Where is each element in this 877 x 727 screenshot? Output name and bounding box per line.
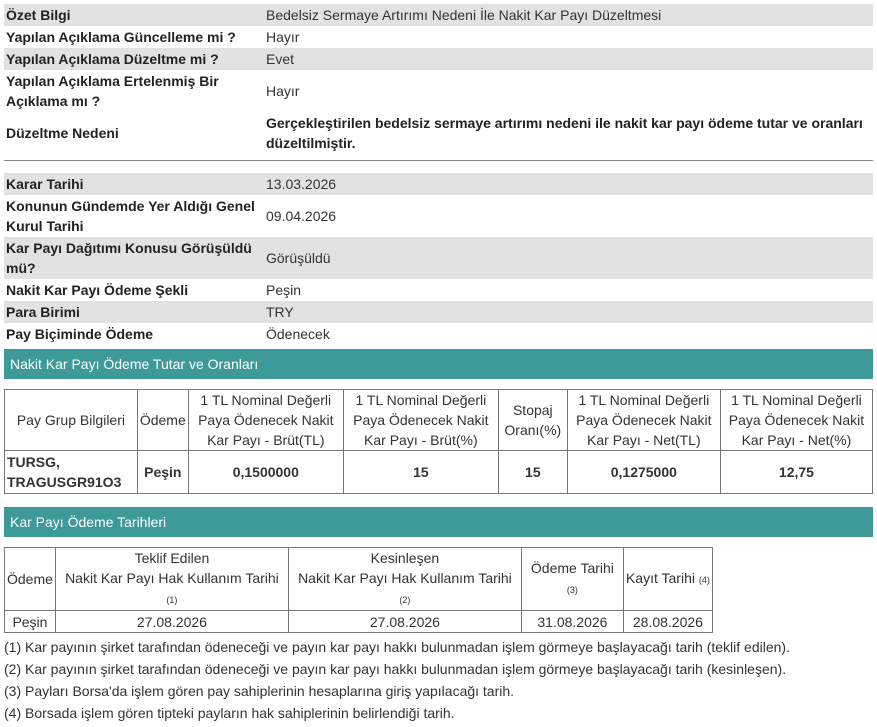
footnote: (2) Kar payının şirket tarafından ödeneceği ve payın kar payı hakkı bulunmadan işlem görmeye başlayacağı tarih (kesinleşen). [4, 661, 787, 677]
header-cell: 1 TL Nominal Değerli Paya Ödenecek Nakit Kar Payı - Brüt(%) [343, 390, 498, 451]
general-assembly-row [4, 195, 873, 237]
header-cell: 1 TL Nominal Değerli Paya Ödenecek Nakit Kar Payı - Net(%) [720, 390, 872, 451]
correction-row [4, 48, 873, 70]
share-group-cell: TURSG, TRAGUSGR91O3 [5, 451, 138, 494]
currency-row [4, 301, 873, 323]
record-date-header [623, 548, 712, 611]
header-line: Nakit Kar Payı Hak Kullanım Tarihi [65, 570, 279, 586]
table-row [5, 611, 713, 633]
deferred-value: Hayır [266, 83, 300, 99]
discussed-label: Kar Payı Dağıtımı Konusu Görüşüldü mü? [6, 240, 252, 276]
header-line: Kayıt Tarihi [625, 570, 695, 586]
summary-block [4, 4, 873, 154]
correction-reason-row [4, 112, 873, 154]
record-date-cell: 28.08.2026 [623, 611, 712, 633]
correction-label: Yapılan Açıklama Düzeltme mi ? [6, 51, 219, 67]
footnote: (1) Kar payının şirket tarafından ödeneceği ve payın kar payı hakkı bulunmadan işlem görmeye başlayacağı tarih (teklif edilen). [4, 639, 790, 655]
currency-label: Para Birimi [6, 304, 80, 320]
final-date-header [288, 548, 521, 611]
payment-dates-section-header: Kar Payı Ödeme Tarihleri [4, 507, 873, 537]
footnote: (3) Payları Borsa'da işlem gören pay sahiplerinin hesaplarına giriş yapılacağı tarih. [4, 683, 515, 699]
header-cell: Pay Grup Bilgileri [5, 390, 138, 451]
update-row [4, 26, 873, 48]
discussed-value: Görüşüldü [266, 250, 331, 266]
header-cell: Ödeme [5, 548, 56, 611]
footnote-ref: (1) [166, 595, 178, 605]
share-payment-label: Pay Biçiminde Ödeme [6, 326, 154, 342]
header-line: Nakit Kar Payı Hak Kullanım Tarihi [298, 570, 512, 586]
payment-method-label: Nakit Kar Payı Ödeme Şekli [6, 282, 189, 298]
update-label: Yapılan Açıklama Güncelleme mi ? [6, 29, 236, 45]
header-cell: Stopaj Oranı(%) [498, 390, 567, 451]
payment-date-cell: 31.08.2026 [521, 611, 623, 633]
discussed-row [4, 237, 873, 279]
share-payment-row [4, 323, 873, 345]
net-pct-cell: 12,75 [720, 451, 872, 494]
proposed-date-header [55, 548, 288, 611]
footnotes [4, 636, 873, 724]
divider [4, 160, 873, 161]
deferred-row [4, 70, 873, 112]
header-cell: Ödeme [137, 390, 188, 451]
share-payment-value: Ödenecek [266, 326, 330, 342]
gross-pct-cell: 15 [343, 451, 498, 494]
general-assembly-label: Konunun Gündemde Yer Aldığı Genel Kurul Tarihi [6, 198, 255, 234]
final-date-cell: 27.08.2026 [288, 611, 521, 633]
table-header-row [5, 390, 873, 451]
payment-cell: Peşin [5, 611, 56, 633]
summary-row [4, 4, 873, 26]
summary-label: Özet Bilgi [6, 7, 71, 23]
gross-tl-cell: 0,1500000 [188, 451, 343, 494]
deferred-label: Yapılan Açıklama Ertelenmiş Bir Açıklama mı ? [6, 73, 219, 109]
table-header-row [5, 548, 713, 611]
currency-value: TRY [266, 304, 294, 320]
payment-dates-table [4, 547, 713, 633]
update-value: Hayır [266, 29, 300, 45]
payment-method-value: Peşin [266, 282, 302, 298]
table-row [5, 451, 873, 494]
header-cell: 1 TL Nominal Değerli Paya Ödenecek Nakit Kar Payı - Brüt(TL) [188, 390, 343, 451]
footnote-ref: (2) [399, 595, 411, 605]
header-cell: 1 TL Nominal Değerli Paya Ödenecek Nakit Kar Payı - Net(TL) [567, 390, 720, 451]
header-line: Teklif Edilen [134, 550, 210, 566]
header-line: Kesinleşen [370, 550, 440, 566]
proposed-date-cell: 27.08.2026 [55, 611, 288, 633]
correction-reason-value: Gerçekleştirilen bedelsiz sermaye artırımı nedeni ile nakit kar payı ödeme tutar ve oranları düzeltilmiştir. [266, 115, 863, 151]
cash-dividend-section-header: Nakit Kar Payı Ödeme Tutar ve Oranları [4, 349, 873, 379]
summary-value: Bedelsiz Sermaye Artırımı Nedeni İle Nakit Kar Payı Düzeltmesi [266, 7, 662, 23]
footnote-ref: (4) [698, 575, 710, 585]
header-line: Ödeme Tarihi [530, 560, 614, 576]
payment-date-header [521, 548, 623, 611]
net-tl-cell: 0,1275000 [567, 451, 720, 494]
footnote: (4) Borsada işlem gören tipteki payların hak sahiplerinin belirlendiği tarih. [4, 705, 455, 721]
footnote-ref: (3) [566, 585, 578, 595]
details-block [4, 173, 873, 345]
general-assembly-value: 09.04.2026 [266, 208, 337, 224]
withholding-cell: 15 [498, 451, 567, 494]
payment-method-row [4, 279, 873, 301]
correction-value: Evet [266, 51, 295, 67]
decision-date-row [4, 173, 873, 195]
cash-dividend-table [4, 389, 873, 494]
disclosure-page [4, 4, 873, 724]
decision-date-label: Karar Tarihi [6, 176, 84, 192]
correction-reason-label: Düzeltme Nedeni [6, 125, 119, 141]
payment-cell: Peşin [137, 451, 188, 494]
decision-date-value: 13.03.2026 [266, 176, 337, 192]
